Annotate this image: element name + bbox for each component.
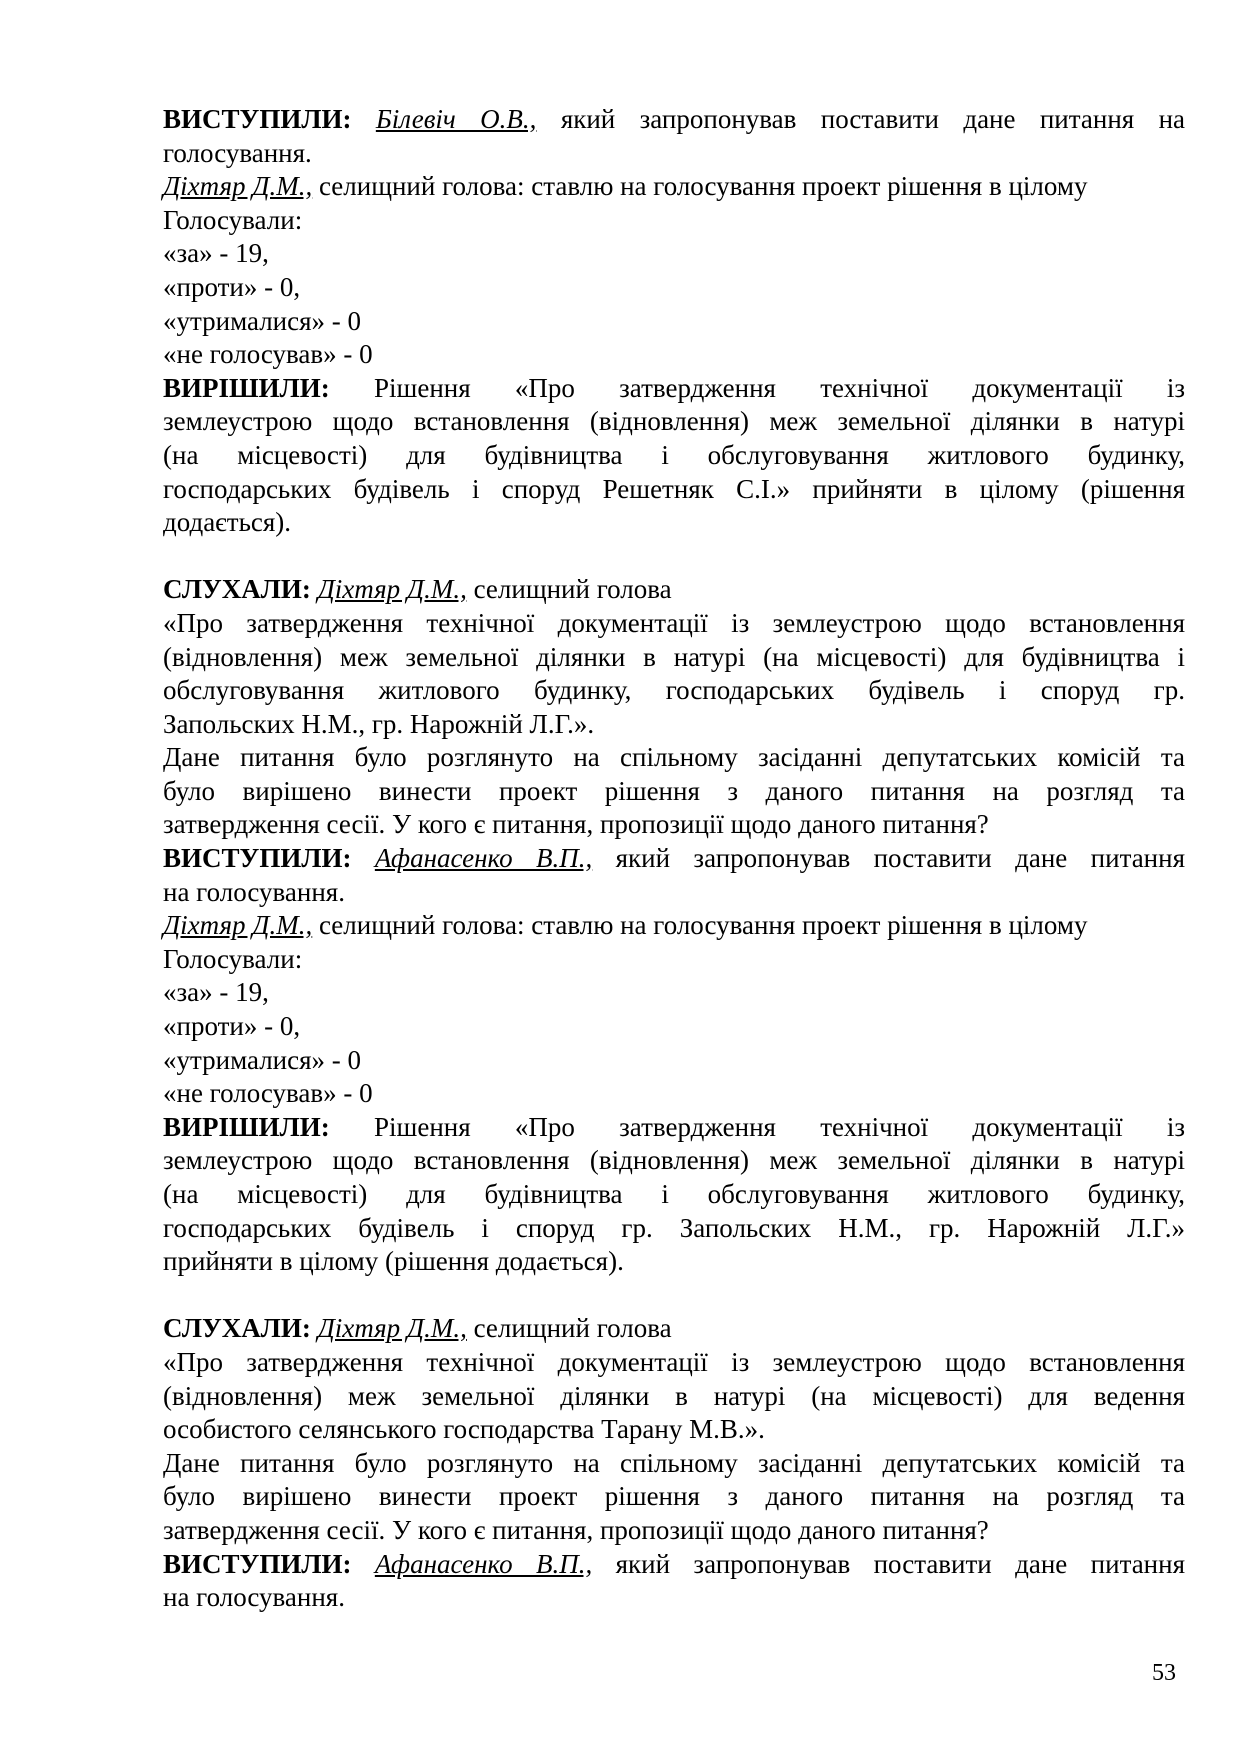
text-line	[163, 1245, 1185, 1279]
text-line	[163, 1548, 1185, 1582]
text-run: Голосували:	[163, 204, 303, 235]
text-line	[163, 1312, 1185, 1346]
text-line	[163, 573, 1185, 607]
text-line	[163, 1077, 1185, 1111]
person-name: Афанасенко В.П.,	[374, 843, 593, 874]
text-run: «за» - 19,	[163, 238, 269, 269]
text-run: Рішення «Про затвердження технічної документації із	[329, 1111, 1185, 1142]
text-run: додається).	[163, 507, 292, 538]
text-line	[163, 708, 1185, 742]
protocol-section	[163, 1312, 1185, 1614]
text-line	[163, 405, 1185, 439]
text-line	[163, 1111, 1185, 1145]
text-line	[163, 1447, 1185, 1481]
protocol-section	[163, 573, 1185, 1278]
text-run: затвердження сесії. У кого є питання, пропозиції щодо даного питання?	[163, 809, 989, 840]
text-line	[163, 1380, 1185, 1414]
text-line	[163, 372, 1185, 406]
text-line	[163, 305, 1185, 339]
text-line	[163, 473, 1185, 507]
text-line	[163, 103, 1185, 137]
text-line	[163, 976, 1185, 1010]
text-run	[311, 1313, 318, 1343]
text-run: «проти» - 0,	[163, 1011, 301, 1042]
text-run	[311, 574, 318, 604]
protocol-section	[163, 103, 1185, 540]
text-run	[351, 1549, 374, 1579]
text-run: «Про затвердження технічної документації із землеустрою щодо встановлення	[163, 1346, 1185, 1377]
text-run: Голосували:	[163, 943, 303, 974]
person-name: Білевіч О.В.,	[375, 104, 537, 134]
text-line	[163, 909, 1185, 943]
text-run: на голосування.	[163, 876, 345, 907]
section-label: ВИСТУПИЛИ:	[163, 104, 352, 134]
text-run: обслуговування житлового будинку, господарських будівель і споруд гр.	[163, 675, 1185, 706]
text-line	[163, 506, 1185, 540]
person-name: Афанасенко В.П.,	[374, 1548, 593, 1579]
text-run: селищний голова: ставлю на голосування проект рішення в цілому	[312, 910, 1088, 941]
text-run: «Про затвердження технічної документації із землеустрою щодо встановлення	[163, 607, 1185, 638]
section-label: СЛУХАЛИ:	[163, 574, 311, 605]
text-line	[163, 1346, 1185, 1380]
text-run: Рішення «Про затвердження технічної документації із	[329, 372, 1185, 403]
text-run: який запропонував поставити дане питання на	[536, 104, 1186, 134]
text-line	[163, 271, 1185, 305]
text-line	[163, 641, 1185, 675]
text-run: Дане питання було розглянуто на спільному засіданні депутатських комісій та	[163, 742, 1185, 773]
text-run: було вирішено винести проект рішення з даного питання на розгляд та	[163, 775, 1185, 806]
text-line	[163, 1581, 1185, 1615]
text-line	[163, 1010, 1185, 1044]
text-line	[163, 1044, 1185, 1078]
text-line	[163, 808, 1185, 842]
paragraph-spacer	[163, 1279, 1185, 1313]
text-run: (на місцевості) для будівництва і обслуговування житлового будинку,	[163, 439, 1185, 470]
page-number: 53	[1152, 1660, 1176, 1686]
text-run: землеустрою щодо встановлення (відновлення) меж земельної ділянки в натурі	[163, 406, 1185, 437]
text-run: господарських будівель і споруд Решетняк С.І.» прийняти в цілому (рішення	[163, 473, 1185, 504]
text-run	[351, 104, 375, 134]
section-label: СЛУХАЛИ:	[163, 1313, 311, 1344]
text-run: на голосування.	[163, 1582, 345, 1613]
text-line	[163, 1212, 1185, 1246]
text-run: «проти» - 0,	[163, 271, 301, 302]
text-line	[163, 170, 1185, 204]
text-line	[163, 1480, 1185, 1514]
text-line	[163, 943, 1185, 977]
text-run: особистого селянського господарства Тарану М.В.».	[163, 1414, 765, 1445]
text-run: Запольских Н.М., гр. Нарожній Л.Г.».	[163, 708, 595, 739]
text-run: який запропонував поставити дане питання	[592, 1548, 1186, 1579]
text-run: селищний голова	[466, 1313, 672, 1344]
text-line	[163, 674, 1185, 708]
text-line	[163, 842, 1185, 876]
text-run: «утрималися» - 0	[163, 1044, 362, 1075]
text-line	[163, 439, 1185, 473]
text-run: який запропонував поставити дане питання	[592, 843, 1186, 874]
person-name: Діхтяр Д.М.,	[317, 574, 467, 605]
text-run: (на місцевості) для будівництва і обслуговування житлового будинку,	[163, 1179, 1185, 1209]
text-run: «утрималися» - 0	[163, 305, 362, 336]
person-name: Діхтяр Д.М.,	[163, 171, 313, 202]
text-line	[163, 1144, 1185, 1178]
text-run: «не голосував» - 0	[163, 1078, 373, 1109]
document-body	[163, 103, 1185, 1615]
paragraph-spacer	[163, 540, 1185, 574]
text-line	[163, 775, 1185, 809]
text-line	[163, 607, 1185, 641]
text-run: селищний голова: ставлю на голосування проект рішення в цілому	[312, 171, 1088, 202]
text-line	[163, 1178, 1185, 1212]
section-label: ВИРІШИЛИ:	[163, 372, 330, 403]
text-run: затвердження сесії. У кого є питання, пропозиції щодо даного питання?	[163, 1514, 989, 1545]
text-run: (відновлення) меж земельної ділянки в натурі (на місцевості) для ведення	[163, 1380, 1185, 1411]
text-run: «за» - 19,	[163, 977, 269, 1008]
text-run: господарських будівель і споруд гр. Запольских Н.М., гр. Нарожній Л.Г.»	[163, 1212, 1185, 1243]
section-label: ВИСТУПИЛИ:	[163, 843, 352, 874]
text-line	[163, 237, 1185, 271]
text-run: голосування.	[163, 137, 312, 168]
person-name: Діхтяр Д.М.,	[163, 910, 313, 941]
text-line	[163, 137, 1185, 171]
section-label: ВИРІШИЛИ:	[163, 1111, 330, 1142]
text-run: Дане питання було розглянуто на спільному засіданні депутатських комісій та	[163, 1447, 1185, 1478]
text-line	[163, 204, 1185, 238]
text-run: «не голосував» - 0	[163, 339, 373, 370]
text-line	[163, 876, 1185, 910]
section-label: ВИСТУПИЛИ:	[163, 1548, 352, 1579]
text-run: (відновлення) меж земельної ділянки в натурі (на місцевості) для будівництва і	[163, 641, 1185, 672]
text-run	[351, 843, 374, 873]
text-run: землеустрою щодо встановлення (відновлення) меж земельної ділянки в натурі	[163, 1145, 1185, 1176]
text-run: було вирішено винести проект рішення з даного питання на розгляд та	[163, 1481, 1185, 1512]
text-line	[163, 338, 1185, 372]
person-name: Діхтяр Д.М.,	[317, 1313, 467, 1344]
text-line	[163, 1514, 1185, 1548]
text-run: прийняти в цілому (рішення додається).	[163, 1246, 624, 1277]
text-run: селищний голова	[466, 574, 672, 605]
text-line	[163, 741, 1185, 775]
text-line	[163, 1413, 1185, 1447]
